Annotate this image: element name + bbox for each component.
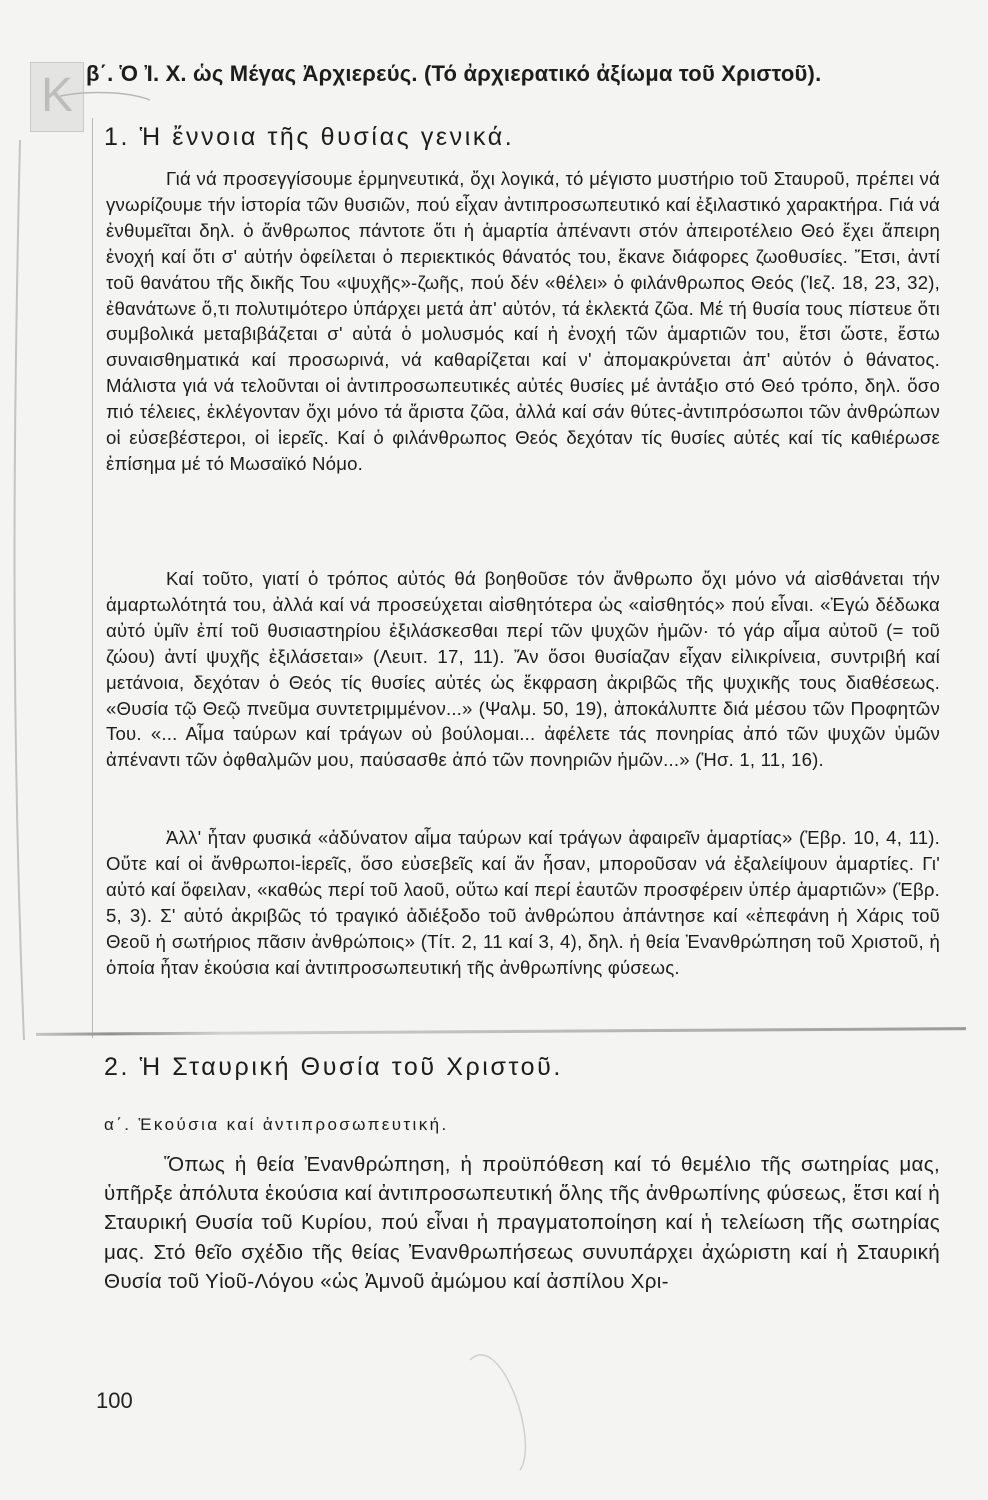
section-2-paragraph: Ὅπως ἡ θεία Ἐνανθρώπηση, ἡ προϋπόθεση καί τό θεμέλιο τῆς σωτηρίας μας, ὑπῆρξε ἀπόλυτα ἑκούσια καί ἀντιπροσωπευτική ὅλης τῆς ἀνθρωπίνης φύσεως, ἔτσι καί ἡ Σταυρική Θυσία τοῦ Κυρίου, πού εἶναι ἡ πραγματοποίηση καί ἡ τελείωση τῆς σωτηρίας μας. Στό θεῖο σχέδιο τῆς θείας Ἐνανθρωπήσεως συνυπάρχει ἀχώριστη καί ἡ Σταυρική Θυσία τοῦ Υἱοῦ-Λόγου «ὡς Ἀμνοῦ ἀμώμου καί ἀσπίλου Χρι- <box>104 1153 940 1293</box>
pencil-margin-stroke <box>15 140 25 1040</box>
margin-pencil-rule <box>92 118 93 1038</box>
section-1-paragraph-2: Καί τοῦτο, γιατί ὁ τρόπος αὐτός θά βοηθοῦσε τόν ἄνθρωπο ὄχι μόνο νά αἰσθάνεται τήν ἁμαρτωλότητά του, ἀλλά καί νά προσεύχεται αἰσθητότερα ὡς «αἰσθητός» πού εἶναι. «Ἐγώ δέδωκα αὐτό ὑμῖν ἐπί τοῦ θυσιαστηρίου ἐξιλάσκεσθαι περί τῶν ψυχῶν ἡμῶν· τό γάρ αἷμα αὐτοῦ (= τοῦ ζώου) ἀντί ψυχῆς ἐξιλάσεται» (Λευιτ. 17, 11). Ἄν ὅσοι θυσίαζαν εἶχαν εἰλικρίνεια, συντριβή καί μετάνοια, δεχόταν ὁ Θεός τίς θυσίες αὐτές ὡς ἔκφραση ἀκριβῶς τῆς ψυχικῆς τους διαθέσεως. «Θυσία τῷ Θεῷ πνεῦμα συντετριμμένον...» (Ψαλμ. 50, 19), ἀποκάλυπτε διά μέσου τῶν Προφητῶν Του. «... Αἷμα ταύρων καί τράγων οὐ βούλομαι... ἀφέλετε τάς πονηρίας ἀπό τῶν ψυχῶν ὑμῶν ἀπέναντι τῶν ὀφθαλμῶν μου, παύσασθε ἀπό τῶν πονηριῶν ἡμῶν...» (Ἡσ. 1, 11, 16). <box>106 568 940 771</box>
section-2-title: 2. Ἡ Σταυρική Θυσία τοῦ Χριστοῦ. <box>104 1053 563 1081</box>
chapter-heading: β΄. Ὁ Ἰ. Χ. ὡς Μέγας Ἀρχιερεύς. (Τό ἀρχιερατικό ἀξίωμα τοῦ Χριστοῦ). <box>86 61 822 86</box>
section-2a-subtitle: α΄. Ἑκούσια καί ἀντιπροσωπευτική. <box>104 1115 449 1134</box>
section-1-title: 1. Ἡ ἔννοια τῆς θυσίας γενικά. <box>104 123 515 151</box>
corner-mark: K <box>30 62 84 132</box>
section-1-paragraph-1: Γιά νά προσεγγίσουμε ἑρμηνευτικά, ὄχι λογικά, τό μέγιστο μυστήριο τοῦ Σταυροῦ, πρέπει νά γνωρίζουμε τήν ἱστορία τῶν θυσιῶν, πού εἶχαν ἀντιπροσωπευτικό καί ἐξιλαστικό χαρακτήρα. Γιά νά ἐνθυμεῖται δηλ. ὁ ἄνθρωπος πάντοτε ὅτι ἡ ἁμαρτία ἀπέναντι στόν ἀπειροτέλειο Θεό ἔχει ἄπειρη ἐνοχή καί ὅτι σ' αὐτήν ὀφείλεται ὁ περιεκτικός θάνατός του, ἔκανε διάφορες ζωοθυσίες. Ἔτσι, ἀντί τοῦ θανάτου τῆς δικῆς Του «ψυχῆς»-ζωῆς, πού δέν «θέλει» ὁ φιλάνθρωπος Θεός (Ἰεζ. 18, 23, 32), ἐθανάτωνε ὅ,τι πολυτιμότερο ὑπάρχει μετά ἀπ' αὐτόν, τά ἐκλεκτά ζῶα. Μέ τή θυσία τους πίστευε ὅτι συμβολικά μεταβιβάζεται σ' αὐτά ὁ μολυσμός καί ἡ ἐνοχή τῶν ἁμαρτιῶν του, ἔτσι ὥστε, ἔστω συναισθηματικά καί προσωρινά, νά καθαρίζεται καί ν' ἀπομακρύνεται ἀπ' αὐτόν ὁ θάνατος. Μάλιστα γιά νά τελοῦνται οἱ ἀντιπροσωπευτικές αὐτές θυσίες μέ ἀντάξιο στό Θεό τρόπο, δηλ. ὅσο πιό τέλειες, ἐκλέγονταν ὄχι μόνο τά ἄριστα ζῶα, ἀλλά καί σάν θύτες-ἀντιπρόσωποι τῶν ἀνθρώπων οἱ εὐσεβέστεροι, οἱ ἱερεῖς. Καί ὁ φιλάνθρωπος Θεός δεχόταν τίς θυσίες αὐτές καί τίς καθιέρωσε ἐπίσημα μέ τό Μωσαϊκό Νόμο. <box>106 168 940 474</box>
pencil-scribble <box>470 1355 525 1470</box>
section-1-paragraph-3: Ἀλλ' ἦταν φυσικά «ἀδύνατον αἷμα ταύρων καί τράγων ἀφαιρεῖν ἁμαρτίας» (Ἑβρ. 10, 4, 11). Οὔτε καί οἱ ἄνθρωποι-ἱερεῖς, ὅσο εὐσεβεῖς καί ἄν ἦσαν, μποροῦσαν νά ἐξαλείψουν ἁμαρτίες. Γι' αὐτό καί ὄφειλαν, «καθώς περί τοῦ λαοῦ, οὕτω καί περί ἑαυτῶν προσφέρειν ὑπέρ ἁμαρτιῶν» (Ἑβρ. 5, 3). Σ' αὐτό ἀκριβῶς τό τραγικό ἀδιέξοδο τοῦ ἀνθρώπου ἀπάντησε καί «ἐπεφάνη ἡ Χάρις τοῦ Θεοῦ ἡ σωτήριος πᾶσιν ἀνθρώποις» (Τίτ. 2, 11 καί 3, 4), δηλ. ἡ θεία Ἐνανθρώπηση τοῦ Χριστοῦ, ἡ ὁποία ἦταν ἑκούσια καί ἀντιπροσωπευτική τῆς ἀνθρωπίνης φύσεως. <box>106 827 940 978</box>
section-divider-line <box>36 1027 966 1036</box>
page-number: 100 <box>96 1388 133 1413</box>
